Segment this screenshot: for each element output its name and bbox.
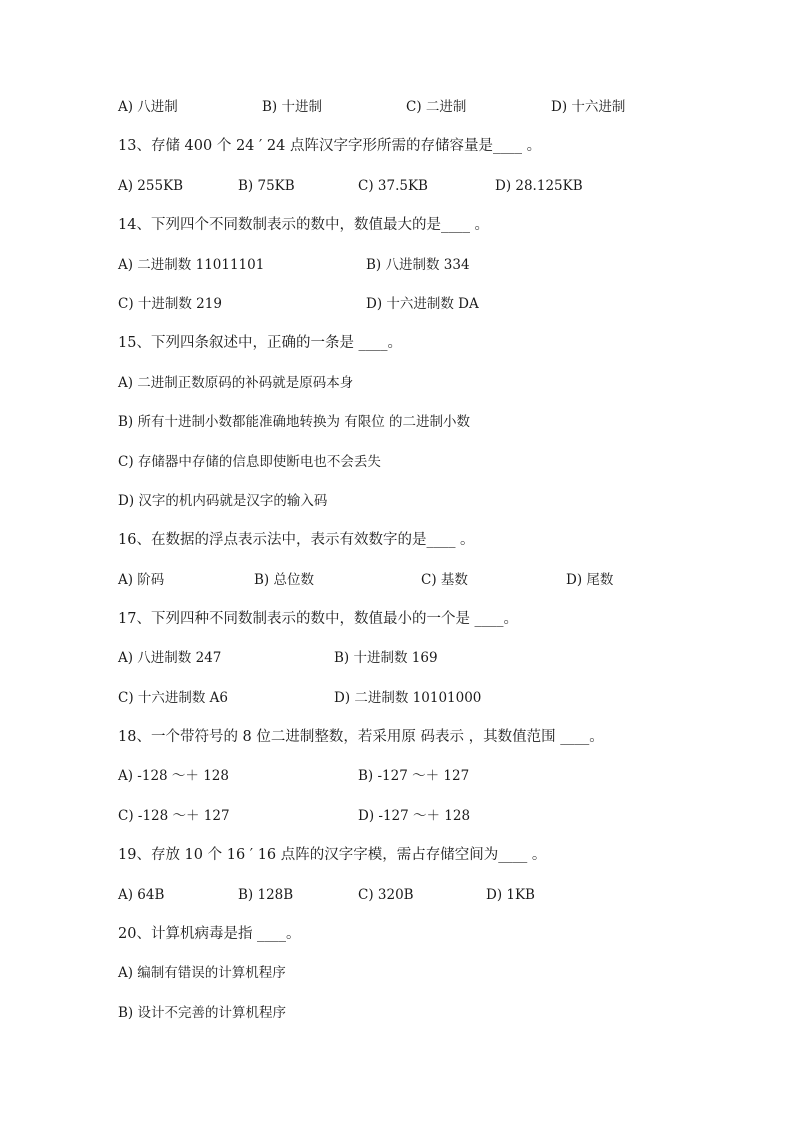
- q15-option-a: A) 二进制正数原码的补码就是原码本身: [118, 375, 354, 391]
- q14-stem: 14、下列四个不同数制表示的数中，数值最大的是____ 。: [118, 217, 490, 233]
- q19-option-a: A) 64B: [118, 887, 165, 903]
- q18-option-d: D) -127 ～＋ 128: [358, 808, 471, 824]
- q17-option-c: C) 十六进制数 A6: [118, 690, 229, 706]
- q13-option-c: C) 37.5KB: [358, 178, 428, 194]
- q16-stem: 16、在数据的浮点表示法中，表示有效数字的是____ 。: [118, 532, 475, 548]
- q18-option-a: A) -128 ～＋ 128: [118, 768, 229, 784]
- q12-option-c: C) 二进制: [406, 99, 467, 115]
- q18-stem: 18、一个带符号的 8 位二进制整数，若采用原 码表示 ，其数值范围 ____。: [118, 729, 604, 745]
- q12-option-b: B) 十进制: [262, 99, 322, 115]
- q16-option-c: C) 基数: [421, 572, 468, 588]
- q16-option-d: D) 尾数: [566, 572, 614, 588]
- q16-option-a: A) 阶码: [118, 572, 165, 588]
- q18-option-b: B) -127 ～＋ 127: [358, 768, 470, 784]
- q19-stem: 19、存放 10 个 16 ′ 16 点阵的汉字字模，需占存储空间为____ 。: [118, 847, 547, 863]
- q14-option-b: B) 八进制数 334: [366, 257, 470, 273]
- q14-option-d: D) 十六进制数 DA: [366, 296, 479, 312]
- q12-option-a: A) 八进制: [118, 99, 178, 115]
- q14-option-c: C) 十进制数 219: [118, 296, 222, 312]
- q19-option-b: B) 128B: [238, 887, 294, 903]
- q17-option-a: A) 八进制数 247: [118, 650, 222, 666]
- q18-option-c: C) -128 ～＋ 127: [118, 808, 230, 824]
- q12-option-d: D) 十六进制: [551, 99, 626, 115]
- q17-option-b: B) 十进制数 169: [334, 650, 438, 666]
- q19-option-d: D) 1KB: [486, 887, 535, 903]
- q15-option-c: C) 存储器中存储的信息即使断电也不会丢失: [118, 454, 381, 470]
- q13-stem: 13、存储 400 个 24 ′ 24 点阵汉字字形所需的存储容量是____ 。: [118, 138, 542, 154]
- q15-stem: 15、下列四条叙述中，正确的一条是 ____。: [118, 335, 403, 351]
- q16-option-b: B) 总位数: [254, 572, 314, 588]
- q19-option-c: C) 320B: [358, 887, 414, 903]
- q20-option-a: A) 编制有错误的计算机程序: [118, 965, 286, 981]
- q17-option-d: D) 二进制数 10101000: [334, 690, 482, 706]
- q13-option-b: B) 75KB: [238, 178, 295, 194]
- q15-option-d: D) 汉字的机内码就是汉字的输入码: [118, 493, 328, 509]
- q13-option-d: D) 28.125KB: [495, 178, 583, 194]
- q17-stem: 17、下列四种不同数制表示的数中，数值最小的一个是 ____。: [118, 611, 519, 627]
- q13-option-a: A) 255KB: [118, 178, 184, 194]
- q14-option-a: A) 二进制数 11011101: [118, 257, 265, 273]
- q20-stem: 20、计算机病毒是指 ____。: [118, 926, 301, 942]
- q15-option-b: B) 所有十进制小数都能准确地转换为 有限位 的二进制小数: [118, 414, 471, 430]
- q20-option-b: B) 设计不完善的计算机程序: [118, 1005, 286, 1021]
